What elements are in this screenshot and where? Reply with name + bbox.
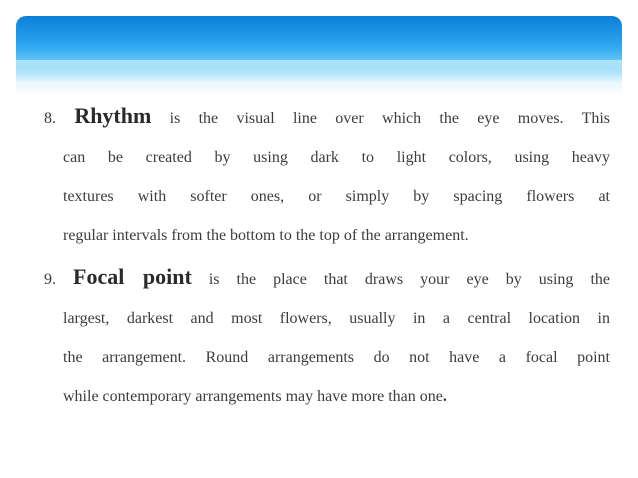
item-focal-point: [44, 257, 610, 416]
item-focal-line-3: the arrangement. Round arrangements do not have a focal point: [63, 349, 610, 366]
item-rhythm-line-2: can be created by using dark to light colors, using heavy: [63, 149, 610, 166]
item-rhythm: [44, 96, 610, 255]
slide-content: [44, 96, 610, 418]
item-rhythm-line-3: textures with softer ones, or simply by spacing flowers at: [63, 188, 610, 205]
item-focal-line-1: [44, 257, 610, 299]
term-rhythm: Rhythm: [74, 103, 152, 128]
item-text: while contemporary arrangements may have more than one: [63, 388, 443, 405]
item-focal-line-4: [44, 377, 610, 416]
item-text: is the place that draws your eye by using the: [208, 271, 611, 288]
header-fade: [16, 60, 622, 96]
item-number: 8.: [44, 110, 56, 127]
item-focal-line-2: largest, darkest and most flowers, usually in a central location in: [63, 310, 610, 327]
end-mark: .: [442, 388, 447, 405]
term-focal-point: Focal point: [73, 264, 192, 289]
item-text: is the visual line over which the eye moves. This: [169, 110, 611, 127]
item-rhythm-line-1: [44, 96, 610, 138]
item-number: 9.: [44, 271, 56, 288]
item-rhythm-line-4: regular intervals from the bottom to the top of the arrangement.: [63, 227, 469, 244]
